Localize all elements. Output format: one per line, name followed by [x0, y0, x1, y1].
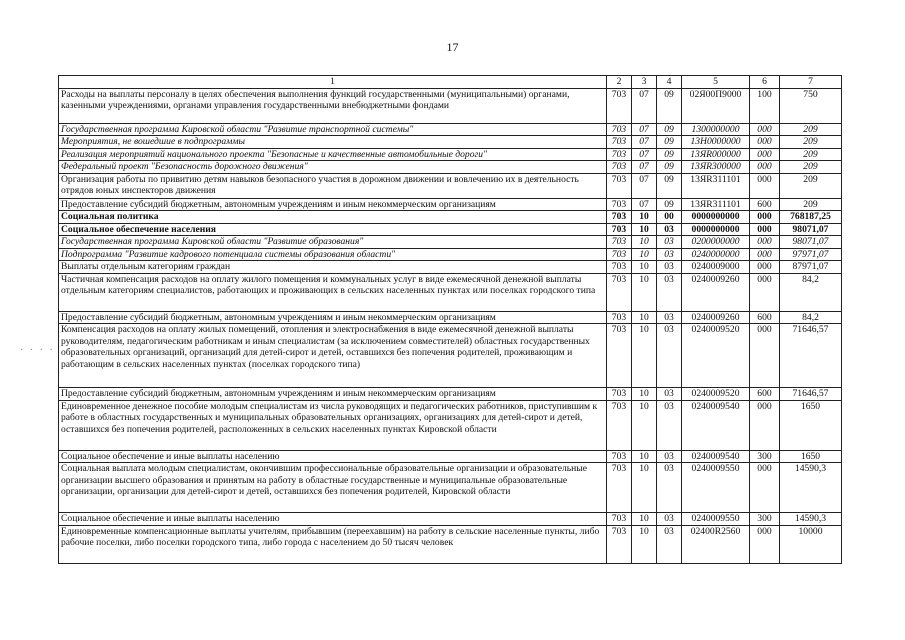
table-row	[59, 273, 842, 311]
row-target-article-cell: 0240009540	[682, 400, 750, 450]
row-amount-cell: 209	[780, 136, 842, 149]
row-admin-code-cell: 703	[607, 388, 632, 401]
row-name-cell: Социальное обеспечение и иные выплаты населению	[59, 513, 607, 526]
row-target-article-cell: 0000000000	[682, 211, 750, 224]
table-row	[59, 400, 842, 450]
row-admin-code-cell: 703	[607, 463, 632, 513]
table-row	[59, 525, 842, 563]
row-amount-cell: 84,2	[780, 311, 842, 324]
table-row	[59, 223, 842, 236]
row-expense-type-cell: 100	[750, 88, 780, 123]
row-target-article-cell: 13ЯR300000	[682, 161, 750, 174]
row-expense-type-cell: 000	[750, 463, 780, 513]
row-expense-type-cell: 000	[750, 236, 780, 249]
column-header-6: 6	[750, 76, 780, 89]
row-target-article-cell: 0240009550	[682, 463, 750, 513]
row-amount-cell: 98071,07	[780, 236, 842, 249]
row-admin-code-cell: 703	[607, 311, 632, 324]
row-admin-code-cell: 703	[607, 261, 632, 274]
row-amount-cell: 209	[780, 161, 842, 174]
row-section-cell: 10	[632, 388, 657, 401]
row-target-article-cell: 0240009260	[682, 311, 750, 324]
table-row	[59, 136, 842, 149]
row-subsection-cell: 09	[657, 198, 682, 211]
row-expense-type-cell: 000	[750, 273, 780, 311]
row-section-cell: 10	[632, 261, 657, 274]
row-section-cell: 07	[632, 148, 657, 161]
row-admin-code-cell: 703	[607, 513, 632, 526]
row-name-cell: Федеральный проект "Безопасность дорожного движения"	[59, 161, 607, 174]
row-subsection-cell: 03	[657, 261, 682, 274]
row-subsection-cell: 03	[657, 513, 682, 526]
row-name-cell: Расходы на выплаты персоналу в целях обеспечения выполнения функций государственными (муниципальными) органами, казенными учреждениями, органами управления государственными внебюджетными фондами	[59, 88, 607, 123]
row-section-cell: 07	[632, 88, 657, 123]
row-admin-code-cell: 703	[607, 173, 632, 198]
row-admin-code-cell: 703	[607, 324, 632, 388]
row-name-cell: Выплаты отдельным категориям граждан	[59, 261, 607, 274]
row-section-cell: 07	[632, 123, 657, 136]
row-target-article-cell: 13ЯR311101	[682, 173, 750, 198]
table-row	[59, 211, 842, 224]
row-subsection-cell: 03	[657, 400, 682, 450]
row-admin-code-cell: 703	[607, 236, 632, 249]
table-row	[59, 198, 842, 211]
row-target-article-cell: 02Я00П9000	[682, 88, 750, 123]
column-header-3: 3	[632, 76, 657, 89]
row-expense-type-cell: 000	[750, 525, 780, 563]
row-amount-cell: 1650	[780, 450, 842, 463]
table-row	[59, 388, 842, 401]
column-header-2: 2	[607, 76, 632, 89]
row-admin-code-cell: 703	[607, 211, 632, 224]
stray-scan-mark: · · · ·	[20, 345, 55, 356]
row-section-cell: 10	[632, 450, 657, 463]
row-subsection-cell: 09	[657, 173, 682, 198]
row-name-cell: Компенсация расходов на оплату жилых помещений, отопления и электроснабжения в виде ежемесячной денежной выплаты руководителям, педагогическим работникам и иным специалистам (за исключением совместителей) областных государственных образовательных организаций, организаций для детей-сирот и детей, оставшихся без попечения родителей, проживающим и работающим в сельских населенных пунктах (поселках городского типа)	[59, 324, 607, 388]
row-amount-cell: 98071,07	[780, 223, 842, 236]
table-row	[59, 161, 842, 174]
column-header-4: 4	[657, 76, 682, 89]
row-section-cell: 10	[632, 248, 657, 261]
row-amount-cell: 71646,57	[780, 324, 842, 388]
row-section-cell: 10	[632, 400, 657, 450]
row-expense-type-cell: 600	[750, 198, 780, 211]
row-subsection-cell: 03	[657, 324, 682, 388]
row-amount-cell: 14590,3	[780, 463, 842, 513]
row-name-cell: Государственная программа Кировской области "Развитие транспортной системы"	[59, 123, 607, 136]
row-expense-type-cell: 000	[750, 123, 780, 136]
row-target-article-cell: 0240009520	[682, 324, 750, 388]
table-row	[59, 311, 842, 324]
row-section-cell: 07	[632, 136, 657, 149]
row-target-article-cell: 0240009520	[682, 388, 750, 401]
row-admin-code-cell: 703	[607, 88, 632, 123]
budget-table	[58, 75, 842, 564]
row-name-cell: Мероприятия, не вошедшие в подпрограммы	[59, 136, 607, 149]
row-subsection-cell: 09	[657, 88, 682, 123]
row-expense-type-cell: 600	[750, 311, 780, 324]
header-row	[59, 76, 842, 89]
row-subsection-cell: 03	[657, 236, 682, 249]
row-admin-code-cell: 703	[607, 525, 632, 563]
row-target-article-cell: 13ЯR311101	[682, 198, 750, 211]
row-amount-cell: 10000	[780, 525, 842, 563]
row-subsection-cell: 03	[657, 223, 682, 236]
row-amount-cell: 71646,57	[780, 388, 842, 401]
row-subsection-cell: 03	[657, 463, 682, 513]
row-target-article-cell: 0240009540	[682, 450, 750, 463]
row-section-cell: 10	[632, 513, 657, 526]
table-row	[59, 173, 842, 198]
table-row	[59, 236, 842, 249]
row-section-cell: 10	[632, 311, 657, 324]
row-section-cell: 10	[632, 463, 657, 513]
row-section-cell: 07	[632, 173, 657, 198]
row-amount-cell: 87971,07	[780, 261, 842, 274]
table-row	[59, 261, 842, 274]
row-expense-type-cell: 300	[750, 450, 780, 463]
row-target-article-cell: 1300000000	[682, 123, 750, 136]
row-name-cell: Реализация мероприятий национального проекта "Безопасные и качественные автомобильные дороги"	[59, 148, 607, 161]
row-target-article-cell: 0200000000	[682, 236, 750, 249]
row-name-cell: Государственная программа Кировской области "Развитие образования"	[59, 236, 607, 249]
row-target-article-cell: 0240009000	[682, 261, 750, 274]
row-section-cell: 10	[632, 223, 657, 236]
row-admin-code-cell: 703	[607, 248, 632, 261]
row-subsection-cell: 09	[657, 123, 682, 136]
row-expense-type-cell: 000	[750, 400, 780, 450]
row-target-article-cell: 0000000000	[682, 223, 750, 236]
row-name-cell: Подпрограмма "Развитие кадрового потенциала системы образования области"	[59, 248, 607, 261]
row-name-cell: Единовременное денежное пособие молодым специалистам из числа руководящих и педагогических работников, приступившим к работе в областных государственных и муниципальных образовательных организациях, организациях для детей-сирот и детей, оставшихся без попечения родителей, расположенных в сельских населенных пунктах Кировской области	[59, 400, 607, 450]
table-row	[59, 123, 842, 136]
row-amount-cell: 209	[780, 198, 842, 211]
row-section-cell: 07	[632, 161, 657, 174]
row-name-cell: Социальное обеспечение и иные выплаты населению	[59, 450, 607, 463]
row-subsection-cell: 03	[657, 248, 682, 261]
row-target-article-cell: 13Н0000000	[682, 136, 750, 149]
row-expense-type-cell: 000	[750, 248, 780, 261]
row-expense-type-cell: 000	[750, 324, 780, 388]
row-subsection-cell: 03	[657, 450, 682, 463]
row-admin-code-cell: 703	[607, 161, 632, 174]
row-amount-cell: 84,2	[780, 273, 842, 311]
table-body	[59, 88, 842, 563]
row-name-cell: Частичная компенсация расходов на оплату жилого помещения и коммунальных услуг в виде ежемесячной денежной выплаты отдельным категориям специалистов, работающих и проживающих в сельских населенных пунктах или поселках городского типа	[59, 273, 607, 311]
row-section-cell: 10	[632, 236, 657, 249]
table-row	[59, 463, 842, 513]
row-admin-code-cell: 703	[607, 223, 632, 236]
row-amount-cell: 209	[780, 123, 842, 136]
row-amount-cell: 768187,25	[780, 211, 842, 224]
row-target-article-cell: 0240000000	[682, 248, 750, 261]
row-subsection-cell: 09	[657, 136, 682, 149]
table-row	[59, 513, 842, 526]
row-name-cell: Социальная политика	[59, 211, 607, 224]
row-subsection-cell: 09	[657, 148, 682, 161]
table-row	[59, 148, 842, 161]
row-amount-cell: 209	[780, 148, 842, 161]
row-amount-cell: 14590,3	[780, 513, 842, 526]
table-row	[59, 88, 842, 123]
row-admin-code-cell: 703	[607, 450, 632, 463]
row-admin-code-cell: 703	[607, 273, 632, 311]
column-header-7: 7	[780, 76, 842, 89]
row-target-article-cell: 0240009260	[682, 273, 750, 311]
row-amount-cell: 97971,07	[780, 248, 842, 261]
row-admin-code-cell: 703	[607, 123, 632, 136]
row-admin-code-cell: 703	[607, 136, 632, 149]
row-subsection-cell: 03	[657, 311, 682, 324]
row-subsection-cell: 09	[657, 161, 682, 174]
row-subsection-cell: 03	[657, 525, 682, 563]
row-target-article-cell: 02400R2560	[682, 525, 750, 563]
row-subsection-cell: 03	[657, 388, 682, 401]
row-expense-type-cell: 000	[750, 261, 780, 274]
row-expense-type-cell: 000	[750, 211, 780, 224]
row-expense-type-cell: 000	[750, 161, 780, 174]
column-header-5: 5	[682, 76, 750, 89]
table-row	[59, 248, 842, 261]
row-section-cell: 10	[632, 525, 657, 563]
row-name-cell: Предоставление субсидий бюджетным, автономным учреждениям и иным некоммерческим организациям	[59, 311, 607, 324]
row-name-cell: Предоставление субсидий бюджетным, автономным учреждениям и иным некоммерческим организациям	[59, 198, 607, 211]
table-row	[59, 324, 842, 388]
row-target-article-cell: 0240009550	[682, 513, 750, 526]
row-expense-type-cell: 000	[750, 173, 780, 198]
row-name-cell: Социальное обеспечение населения	[59, 223, 607, 236]
row-expense-type-cell: 600	[750, 388, 780, 401]
row-name-cell: Единовременные компенсационные выплаты учителям, прибывшим (переехавшим) на работу в сельские населенные пункты, либо рабочие поселки, либо поселки городского типа, либо города с населением до 50 тысяч человек	[59, 525, 607, 563]
row-name-cell: Социальная выплата молодым специалистам, окончившим профессиональные образовательные организации и образовательные организации высшего образования и принятым на работу в областные государственные и муниципальные образовательные организации, организации для детей-сирот и детей, оставшихся без попечения родителей, Кировской области	[59, 463, 607, 513]
row-section-cell: 10	[632, 211, 657, 224]
row-admin-code-cell: 703	[607, 148, 632, 161]
row-name-cell: Предоставление субсидий бюджетным, автономным учреждениям и иным некоммерческим организациям	[59, 388, 607, 401]
page-number: 17	[446, 40, 459, 54]
row-section-cell: 07	[632, 198, 657, 211]
row-amount-cell: 750	[780, 88, 842, 123]
row-amount-cell: 209	[780, 173, 842, 198]
row-admin-code-cell: 703	[607, 400, 632, 450]
row-expense-type-cell: 000	[750, 136, 780, 149]
column-header-1: 1	[59, 76, 607, 89]
row-target-article-cell: 13ЯR000000	[682, 148, 750, 161]
row-expense-type-cell: 300	[750, 513, 780, 526]
row-expense-type-cell: 000	[750, 223, 780, 236]
row-section-cell: 10	[632, 273, 657, 311]
row-subsection-cell: 03	[657, 273, 682, 311]
row-amount-cell: 1650	[780, 400, 842, 450]
row-expense-type-cell: 000	[750, 148, 780, 161]
row-subsection-cell: 00	[657, 211, 682, 224]
row-section-cell: 10	[632, 324, 657, 388]
row-name-cell: Организация работы по привитию детям навыков безопасного участия в дорожном движении и вовлечению их в деятельность отрядов юных инспекторов движения	[59, 173, 607, 198]
table-row	[59, 450, 842, 463]
row-admin-code-cell: 703	[607, 198, 632, 211]
